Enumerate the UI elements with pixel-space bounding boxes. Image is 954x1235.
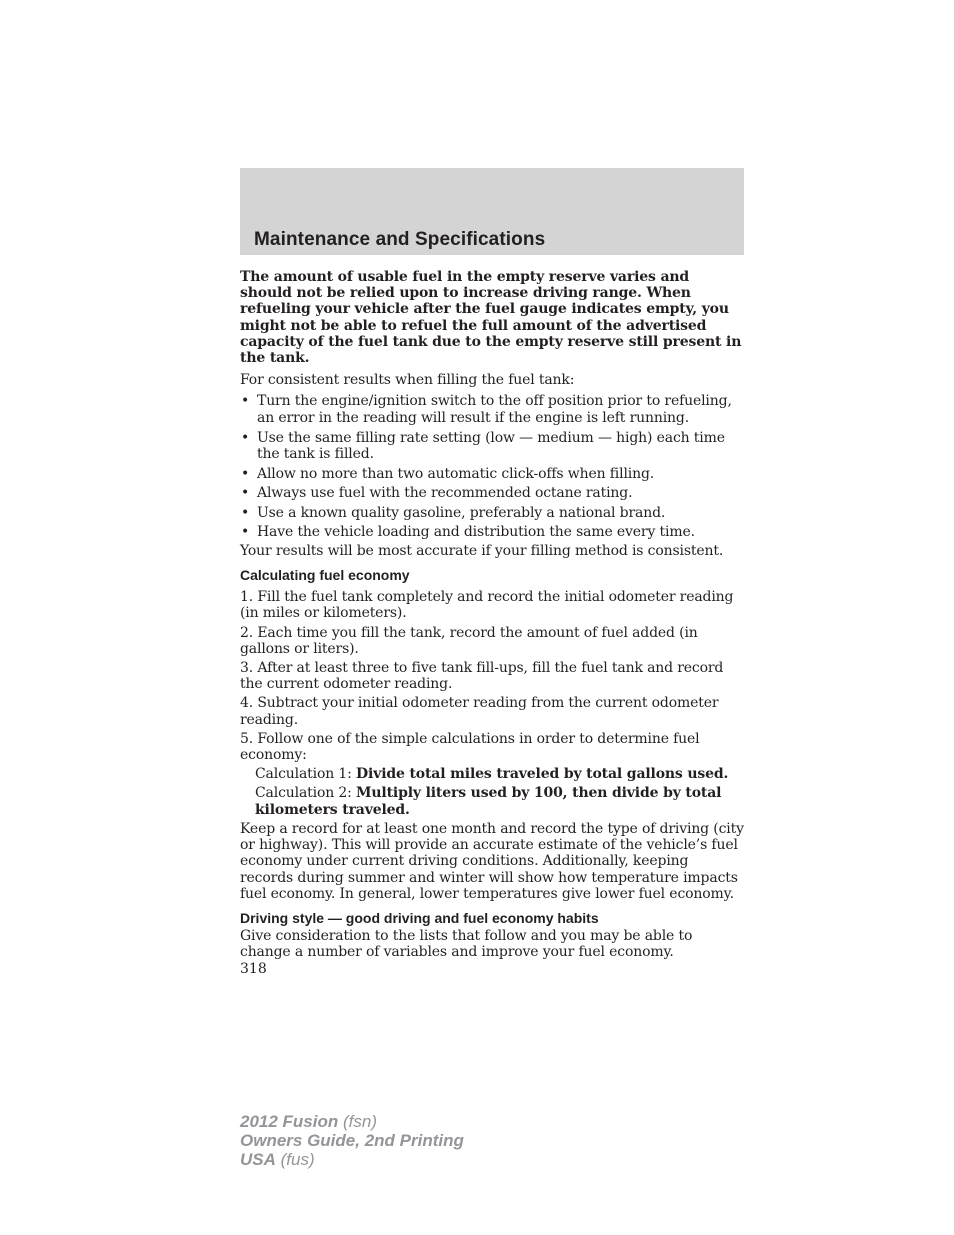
page-number: 318 bbox=[240, 961, 267, 977]
bullet-icon: • bbox=[241, 429, 250, 446]
list-item: • Use the same filling rate setting (low — medium — high) each time the tank is filled. bbox=[241, 429, 725, 463]
calculation-2: Calculation 2: Multiply liters used by 100, then divide by total kilometers traveled. bbox=[255, 785, 722, 818]
footer-guide: Owners Guide, 2nd Printing bbox=[240, 1131, 464, 1150]
footer-model: 2012 Fusion (fsn) bbox=[240, 1112, 377, 1131]
calculating-heading: Calculating fuel economy bbox=[240, 567, 410, 584]
list-item: • Always use fuel with the recommended octane rating. bbox=[241, 485, 633, 502]
bullet-icon: • bbox=[241, 504, 250, 521]
calculation-step: 4. Subtract your initial odometer reading from the current odometer reading. bbox=[240, 695, 719, 728]
calculation-step: 2. Each time you fill the tank, record the amount of fuel added (in gallons or liters). bbox=[240, 624, 698, 657]
filling-closing: Your results will be most accurate if your filling method is consistent. bbox=[240, 543, 724, 560]
list-item: • Use a known quality gasoline, preferably a national brand. bbox=[241, 504, 666, 521]
bullet-icon: • bbox=[241, 466, 250, 483]
calculation-step: 5. Follow one of the simple calculations in order to determine fuel economy: bbox=[240, 730, 700, 764]
list-item: • Turn the engine/ignition switch to the off position prior to refueling, an error in the reading will result if the engine is left running. bbox=[241, 393, 732, 426]
bullet-icon: • bbox=[241, 523, 250, 540]
driving-style-heading: Driving style — good driving and fuel economy habits bbox=[240, 909, 599, 926]
page-content bbox=[240, 269, 744, 960]
bullet-icon: • bbox=[241, 393, 250, 410]
list-item: • Allow no more than two automatic click-offs when filling. bbox=[241, 466, 655, 483]
section-header-band bbox=[240, 168, 744, 255]
section-title: Maintenance and Specifications bbox=[254, 229, 546, 250]
filling-intro: For consistent results when filling the fuel tank: bbox=[240, 372, 575, 389]
driving-style-text: Give consideration to the lists that follow and you may be able to change a number of variables and improve your fuel economy. bbox=[240, 927, 693, 961]
filling-tips-list bbox=[240, 393, 744, 540]
calculation-step: 3. After at least three to five tank fill-ups, fill the fuel tank and record the current odometer reading. bbox=[240, 660, 724, 693]
footer bbox=[240, 1112, 464, 1169]
list-item: • Have the vehicle loading and distribution the same every time. bbox=[241, 523, 695, 540]
record-keeping-paragraph: Keep a record for at least one month and record the type of driving (city or highway). This will provide an accurate estimate of the vehicle’s fuel economy under current driving conditions. Additionally, keeping records during summer and winter will show how temperature impacts fuel economy. In general, lower temperatures give lower fuel economy. bbox=[240, 820, 744, 902]
calculation-step: 1. Fill the fuel tank completely and record the initial odometer reading (in miles or kilometers). bbox=[240, 589, 734, 622]
footer-region: USA (fus) bbox=[240, 1150, 315, 1169]
bullet-icon: • bbox=[241, 485, 250, 502]
reserve-warning: The amount of usable fuel in the empty reserve varies and should not be relied upon to increase driving range. When refueling your vehicle after the fuel gauge indicates empty, you might not be able to refuel the full amount of the advertised capacity of the fuel tank due to the empty reserve still present in the tank. bbox=[240, 269, 742, 367]
calculation-1: Calculation 1: Divide total miles traveled by total gallons used. bbox=[255, 766, 729, 783]
